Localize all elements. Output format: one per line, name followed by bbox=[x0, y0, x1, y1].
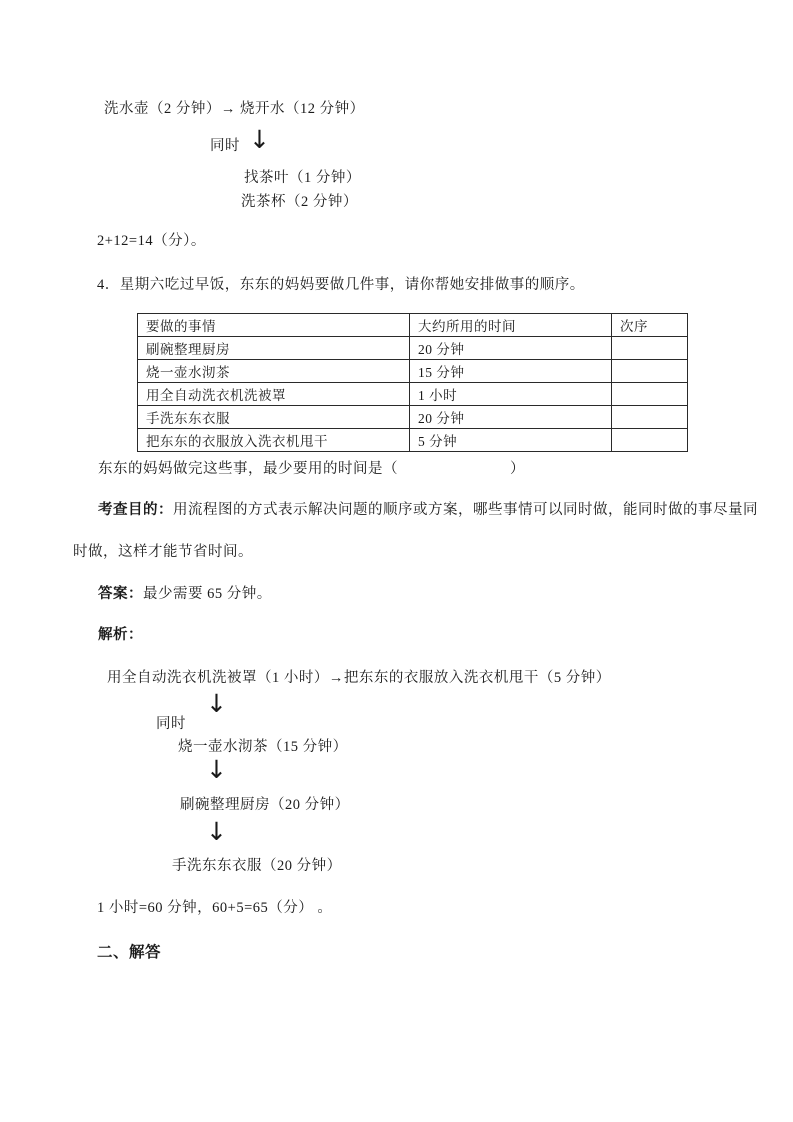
time-cell: 20 分钟 bbox=[410, 406, 612, 429]
question4-answer-line bbox=[98, 460, 525, 479]
flowchart1-simultaneous-label: 同时 bbox=[210, 138, 240, 154]
table-header-row bbox=[138, 314, 688, 337]
purpose-paragraph-line2: 时做，这样才能节省时间。 bbox=[73, 544, 253, 560]
task-schedule-table bbox=[137, 313, 688, 452]
flowchart2-step2: 烧一壶水沏茶（15 分钟） bbox=[178, 739, 348, 755]
analysis-label: 解析： bbox=[98, 627, 143, 643]
question4-text: 4．星期六吃过早饭，东东的妈妈要做几件事，请你帮她安排做事的顺序。 bbox=[97, 277, 585, 293]
flowchart1-branch2: 洗茶杯（2 分钟） bbox=[241, 194, 358, 210]
task-cell: 把东东的衣服放入洗衣机甩干 bbox=[138, 429, 410, 452]
purpose-label: 考查目的： bbox=[98, 502, 173, 518]
time-cell: 15 分钟 bbox=[410, 360, 612, 383]
order-cell bbox=[612, 406, 688, 429]
flowchart2-line1: 用全自动洗衣机洗被罩（1 小时）→把东东的衣服放入洗衣机甩干（5 分钟） bbox=[107, 670, 611, 686]
answer-line-close: ） bbox=[510, 461, 525, 477]
answer-line bbox=[98, 585, 272, 604]
column-header-task: 要做的事情 bbox=[138, 314, 410, 337]
task-cell: 烧一壶水沏茶 bbox=[138, 360, 410, 383]
arrow-down-icon: ↓ bbox=[249, 125, 270, 154]
order-cell bbox=[612, 429, 688, 452]
task-cell: 手洗东东衣服 bbox=[138, 406, 410, 429]
arrow-down-icon: ↓ bbox=[206, 689, 227, 718]
task-cell: 用全自动洗衣机洗被罩 bbox=[138, 383, 410, 406]
table-row bbox=[138, 383, 688, 406]
flowchart1-branch1: 找茶叶（1 分钟） bbox=[244, 170, 361, 186]
column-header-order: 次序 bbox=[612, 314, 688, 337]
flowchart2-step4: 手洗东东衣服（20 分钟） bbox=[172, 858, 342, 874]
flowchart1-sum-line: 2+12=14（分）。 bbox=[97, 233, 206, 249]
section2-heading: 二、解答 bbox=[97, 944, 162, 961]
answer-label: 答案： bbox=[98, 586, 143, 602]
column-header-time: 大约所用的时间 bbox=[410, 314, 612, 337]
flowchart1-line1: 洗水壶（2 分钟）→ 烧开水（12 分钟） bbox=[104, 101, 365, 117]
flowchart2-step3: 刷碗整理厨房（20 分钟） bbox=[180, 797, 350, 813]
purpose-text1: 用流程图的方式表示解决问题的顺序或方案，哪些事情可以同时做，能同时做的事尽量同 bbox=[173, 502, 758, 518]
flowchart2-simultaneous-label: 同时 bbox=[156, 716, 186, 732]
answer-text: 最少需要 65 分钟。 bbox=[143, 586, 272, 602]
order-cell bbox=[612, 383, 688, 406]
order-cell bbox=[612, 360, 688, 383]
table-row bbox=[138, 429, 688, 452]
task-cell: 刷碗整理厨房 bbox=[138, 337, 410, 360]
arrow-down-icon: ↓ bbox=[206, 817, 227, 846]
analysis-line bbox=[98, 626, 143, 645]
time-cell: 20 分钟 bbox=[410, 337, 612, 360]
table-row bbox=[138, 360, 688, 383]
arrow-down-icon: ↓ bbox=[206, 755, 227, 784]
answer-line-open: 东东的妈妈做完这些事，最少要用的时间是（ bbox=[98, 461, 398, 477]
time-cell: 1 小时 bbox=[410, 383, 612, 406]
flowchart2-calc-line: 1 小时=60 分钟，60+5=65（分） 。 bbox=[97, 900, 333, 916]
purpose-paragraph-line1 bbox=[98, 501, 758, 520]
time-cell: 5 分钟 bbox=[410, 429, 612, 452]
order-cell bbox=[612, 337, 688, 360]
table-row bbox=[138, 406, 688, 429]
table-row bbox=[138, 337, 688, 360]
